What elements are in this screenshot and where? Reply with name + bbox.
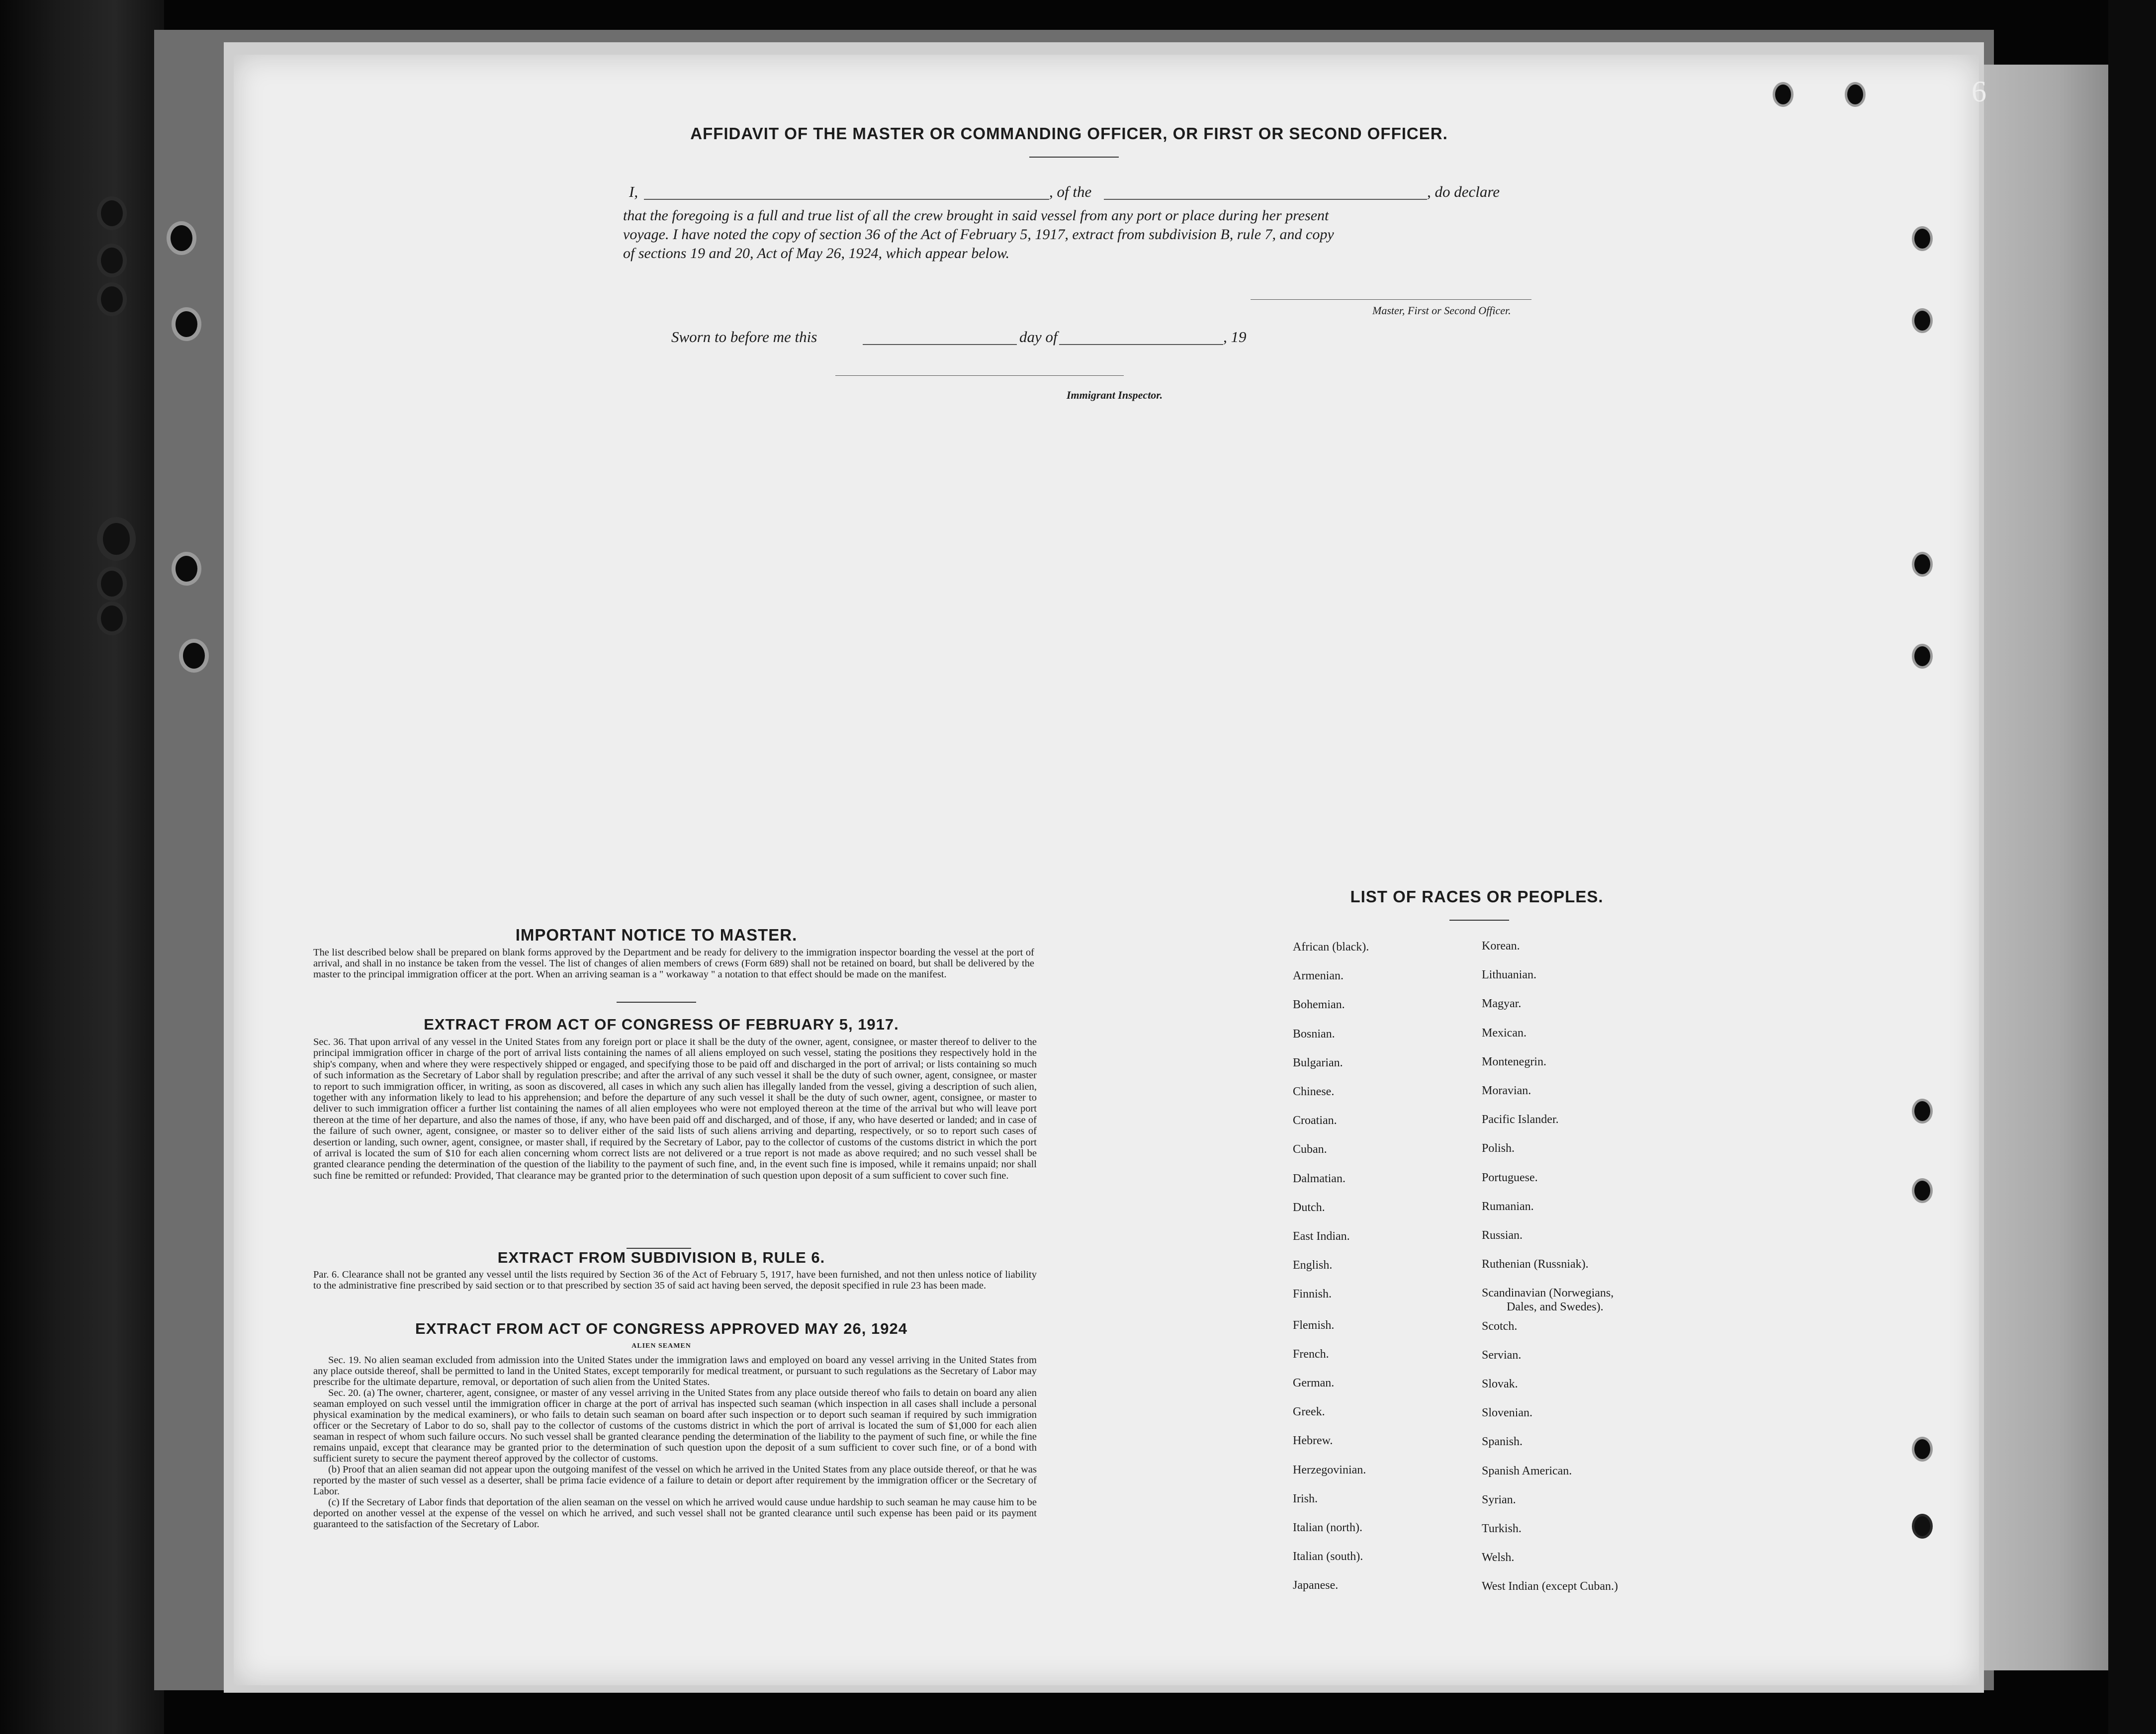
declaration-text xyxy=(623,206,1334,263)
race-item: Pacific Islander. xyxy=(1482,1113,1559,1127)
declaration-line: that the foregoing is a full and true list of all the crew brought in said vessel from any port or place during her present xyxy=(623,207,1329,224)
punch-hole xyxy=(1912,552,1933,577)
race-item: Bosnian. xyxy=(1293,1027,1335,1040)
race-item: West Indian (except Cuban.) xyxy=(1482,1580,1618,1593)
race-item: Syrian. xyxy=(1482,1493,1516,1506)
sworn-month-blank[interactable] xyxy=(1059,344,1223,345)
punch-hole xyxy=(1912,1178,1933,1203)
race-item: Lithuanian. xyxy=(1482,968,1536,982)
notice-title: IMPORTANT NOTICE TO MASTER. xyxy=(515,926,798,944)
punch-hole xyxy=(1912,1514,1933,1539)
race-item: French. xyxy=(1293,1347,1329,1361)
race-item: Montenegrin. xyxy=(1482,1055,1546,1068)
margin-mark: 6 xyxy=(1972,75,1986,108)
race-item: Scotch. xyxy=(1482,1319,1518,1333)
binder-hole xyxy=(97,196,127,230)
punch-hole xyxy=(1773,82,1794,107)
race-item: African (black). xyxy=(1293,941,1369,954)
affiant-name-blank[interactable] xyxy=(644,199,1049,200)
race-item: Polish. xyxy=(1482,1142,1515,1155)
extract-1917-body: Sec. 36. That upon arrival of any vessel in the United States from any foreign port or place it shall be the duty of the owner, agent, consignee, or master thereof to deliver to the principal immigration officer in charge of the port of arrival lists containing the names of all aliens employed on such vessel, stating the positions they respectively hold in the ship's company, when and where they were respectively shipped or engaged, and specifying those to be paid off and discharged in the port of arrival; or lists containing so much of such information as the Secretary of Labor shall by regulation prescribe; and after the arrival of any such vessel it shall be the duty of such owner, agent, consignee, or master to report to such immigration officer, in writing, as soon as discovered, all cases in which any such alien has illegally landed from the vessel, giving a description of such alien, together with any information likely to lead to his apprehension; and before the departure of any such vessel it shall be the duty of such owner, agent, consignee, or master to deliver to such immigration officer a further list containing the names of all alien employees who were not employed thereon at the time of the arrival but who will leave port thereon at the time of her departure, and also the names of those, if any, who have been paid off and discharged, and of those, if any, who have deserted or landed; and in case of the failure of such owner, agent, consignee, or master so to deliver either of the said lists of such aliens arriving and departing, respectively, or so to report such cases of desertion or landing, such owner, agent, consignee, or master shall, if required by the Secretary of Labor, pay to the collector of customs of the customs district in which the port of arrival is located the sum of $10 for each alien concerning whom correct lists are not delivered or a true report is not made as above required; and no such vessel shall be granted clearance pending the determination of the question of the liability to the payment of such fine, and, in the event such fine is imposed, while it remains unpaid; nor shall such fine be remitted or refunded: Provided, That clearance may be granted prior to the determination of such question upon deposit of a sum sufficient to cover such fine. xyxy=(313,1037,1037,1181)
race-item: East Indian. xyxy=(1293,1230,1350,1243)
master-signature-blank[interactable] xyxy=(1251,299,1531,300)
race-item: Dutch. xyxy=(1293,1201,1325,1214)
race-item: Slovenian. xyxy=(1482,1406,1532,1420)
scan-background-right xyxy=(2108,0,2156,1734)
race-item: Magyar. xyxy=(1482,997,1522,1011)
race-item: Rumanian. xyxy=(1482,1200,1534,1213)
race-item: Greek. xyxy=(1293,1405,1325,1419)
divider xyxy=(1029,157,1119,158)
inspector-signature-blank[interactable] xyxy=(835,375,1124,376)
race-item: Moravian. xyxy=(1482,1084,1531,1097)
race-item: Welsh. xyxy=(1482,1551,1515,1564)
sworn-label: Sworn to before me this xyxy=(671,328,817,346)
sec-20a: Sec. 20. (a) The owner, charterer, agent, consignee, or master of any vessel arriving in the United States from any place outside thereof who fails to detain on board any alien seaman employed on such vessel until the immigration officer in charge at the port of arrival has inspected such seaman (which inspection in all cases shall include a personal physical examination by the medical examiners), or who fails to detain such seaman on board after such inspection or to deport such seaman if required by such immigration officer or the Secretary of Labor to do so, shall pay to the collector of customs of the customs district in which the port of arrival is located the sum of $1,000 for each alien seaman in respect of whom such failure occurs. No such vessel shall be granted clearance pending the determination of the liability to the payment of such fine, or while the fine remains unpaid, except that clearance may be granted prior to the determination of such question upon the deposit of a sum sufficient to cover such fine, or of a bond with sufficient surety to secure the payment thereof approved by the collector of customs. xyxy=(313,1387,1037,1464)
race-item: Dales, and Swedes). xyxy=(1507,1300,1604,1314)
race-item: Spanish. xyxy=(1482,1435,1523,1449)
race-item: Bulgarian. xyxy=(1293,1056,1343,1069)
day-of-label: day of xyxy=(1019,328,1058,346)
punch-hole xyxy=(1912,1437,1933,1462)
extract-rule6-title: EXTRACT FROM SUBDIVISION B, RULE 6. xyxy=(497,1249,825,1266)
affiant-label: I, xyxy=(629,183,638,200)
extract-1924-subtitle: ALIEN SEAMEN xyxy=(631,1342,691,1350)
race-item: Herzegovinian. xyxy=(1293,1463,1366,1476)
race-item: Croatian. xyxy=(1293,1114,1337,1127)
divider xyxy=(1449,920,1509,921)
race-item: Servian. xyxy=(1482,1348,1522,1362)
race-item: Mexican. xyxy=(1482,1026,1527,1040)
binder-hole xyxy=(167,221,196,255)
divider xyxy=(617,1002,696,1003)
race-item: Irish. xyxy=(1293,1492,1318,1505)
punch-hole xyxy=(1912,226,1933,251)
punch-hole xyxy=(1845,82,1866,107)
race-item: Portuguese. xyxy=(1482,1171,1538,1184)
binder-hole xyxy=(97,567,127,601)
binder-hole xyxy=(179,639,209,673)
race-item: Slovak. xyxy=(1482,1378,1518,1390)
race-item: German. xyxy=(1293,1377,1335,1389)
binder-hole xyxy=(172,552,201,586)
race-item: Cuban. xyxy=(1293,1143,1327,1156)
race-item: Korean. xyxy=(1482,940,1520,953)
affidavit-title: AFFIDAVIT OF THE MASTER OR COMMANDING OFFICER, OR FIRST OR SECOND OFFICER. xyxy=(690,124,1448,143)
race-item: Italian (south). xyxy=(1293,1550,1363,1563)
binder-hole xyxy=(97,602,127,635)
race-item: English. xyxy=(1293,1259,1333,1272)
race-item: Italian (north). xyxy=(1293,1521,1362,1534)
notice-body: The list described below shall be prepared on blank forms approved by the Department and be ready for delivery to the immigration inspector boarding the vessel at the port of arrival, and shall in no instance be taken from the vessel. The list of changes of alien members of crews (Form 689) shall not be retained on board, but shall be delivered by the master to the principal immigration officer at the port. When an arriving seaman is a " workaway " a notation to that effect should be made on the manifest. xyxy=(313,947,1034,980)
sec-19: Sec. 19. No alien seaman excluded from admission into the United States under the immigration laws and employed on board any vessel arriving in the United States from any place outside thereof, shall be permitted to land in the United States, except temporarily for medical treatment, or pursuant to such regulations as the Secretary of Labor may prescribe for the ultimate departure, removal, or deportation of such alien from the United States. xyxy=(313,1355,1037,1387)
of-the-label: , of the xyxy=(1049,183,1092,200)
punch-hole xyxy=(1912,644,1933,669)
extract-1917-title: EXTRACT FROM ACT OF CONGRESS OF FEBRUARY 5, 1917. xyxy=(424,1016,899,1033)
document-page xyxy=(234,55,1986,1685)
race-item: Flemish. xyxy=(1293,1318,1335,1332)
race-item: Spanish American. xyxy=(1482,1464,1572,1477)
binder-hole xyxy=(97,517,136,561)
extract-rule6-body: Par. 6. Clearance shall not be granted any vessel until the lists required by Section 36 of the Act of February 5, 1917, have been furnished, and not then unless notice of liability to the administrative fine prescribed by said section or to that prescribed by section 35 of said act having been served, the deposit specified in rule 23 has been made. xyxy=(313,1269,1037,1291)
inspector-caption: Immigrant Inspector. xyxy=(1067,389,1163,401)
declaration-line: of sections 19 and 20, Act of May 26, 1924, which appear below. xyxy=(623,245,1010,261)
race-item: Armenian. xyxy=(1293,969,1344,983)
year-label: , 19 xyxy=(1223,328,1247,346)
sec-20c: (c) If the Secretary of Labor finds that deportation of the alien seaman on the vessel on which he arrived would cause undue hardship to such seaman he may cause him to be deported on another vessel at the expense of the vessel on which he arrived, and such vessel shall not be granted clearance until such expense has been paid or its payment guaranteed to the satisfaction of the Secretary of Labor. xyxy=(313,1497,1037,1530)
page-edge-right xyxy=(1984,65,2108,1670)
do-declare-label: , do declare xyxy=(1427,183,1500,200)
race-item: Hebrew. xyxy=(1293,1434,1333,1448)
race-item: Bohemian. xyxy=(1293,998,1345,1012)
race-item: Russian. xyxy=(1482,1229,1523,1242)
sworn-day-blank[interactable] xyxy=(863,344,1017,345)
races-title: LIST OF RACES OR PEOPLES. xyxy=(1350,887,1604,906)
vessel-name-blank[interactable] xyxy=(1104,199,1427,200)
extract-1924-title: EXTRACT FROM ACT OF CONGRESS APPROVED MAY 26, 1924 xyxy=(415,1320,907,1337)
race-item: Turkish. xyxy=(1482,1522,1522,1535)
race-item: Ruthenian (Russniak). xyxy=(1482,1258,1589,1271)
binder-hole xyxy=(97,244,127,277)
scan-background-left xyxy=(0,0,164,1734)
race-item: Scandinavian (Norwegians, xyxy=(1482,1287,1614,1300)
punch-hole xyxy=(1912,308,1933,333)
race-item: Dalmatian. xyxy=(1293,1172,1346,1185)
master-caption: Master, First or Second Officer. xyxy=(1372,304,1511,317)
declaration-line: voyage. I have noted the copy of section 36 of the Act of February 5, 1917, extract from subdivision B, rule 7, and copy xyxy=(623,226,1334,243)
extract-1924-body xyxy=(313,1355,1037,1530)
race-item: Japanese. xyxy=(1293,1579,1339,1592)
punch-hole xyxy=(1912,1099,1933,1124)
binder-hole xyxy=(172,307,201,341)
race-item: Chinese. xyxy=(1293,1085,1335,1098)
race-item: Finnish. xyxy=(1293,1288,1332,1301)
sec-20b: (b) Proof that an alien seaman did not appear upon the outgoing manifest of the vessel on which he arrived in the United States from any place outside thereof, or that he was reported by the master of such vessel as a deserter, shall be prima facie evidence of a failure to detain or deport after requirement by the immigration officer or the Secretary of Labor. xyxy=(313,1464,1037,1497)
binder-hole xyxy=(97,282,127,316)
